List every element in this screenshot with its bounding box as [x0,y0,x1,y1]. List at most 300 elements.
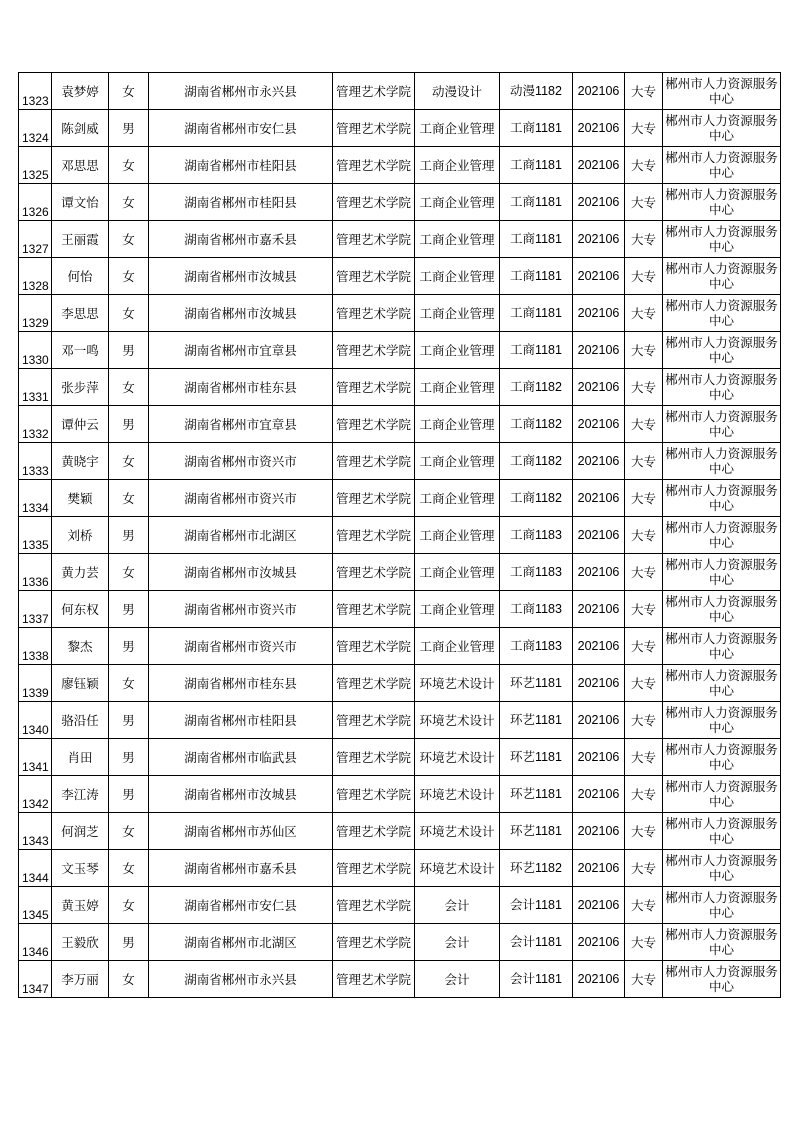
gender: 女 [122,453,135,469]
major-name: 环境艺术设计 [419,675,495,691]
gender-cell [109,924,149,961]
gender: 男 [122,120,135,136]
row-number: 1347 [22,982,49,996]
college-name: 管理艺术学院 [335,749,411,765]
graduation-date: 202106 [577,527,620,542]
origin-region-cell [149,332,333,369]
class-name: 环艺1181 [510,786,562,801]
major-name: 工商企业管理 [419,120,495,136]
graduation-date: 202106 [577,416,620,431]
class-name: 工商1181 [510,231,562,246]
education-level: 大专 [630,453,656,469]
origin-region: 湖南省郴州市宜章县 [184,416,297,432]
major-name-cell [415,887,500,924]
table-row [19,295,781,332]
gender: 男 [122,527,135,543]
major-name-cell [415,184,500,221]
college-name-cell [333,924,415,961]
student-name-cell [52,295,109,332]
education-level: 大专 [630,194,656,210]
class-name-cell [500,184,573,221]
graduation-date-cell [573,332,625,369]
origin-region: 湖南省郴州市北湖区 [184,934,297,950]
archive-unit-cell [663,184,781,221]
class-name: 环艺1181 [510,675,562,690]
row-number-cell [19,739,52,776]
education-level-cell [625,184,663,221]
college-name-cell [333,517,415,554]
education-level: 大专 [630,823,656,839]
class-name-cell [500,406,573,443]
college-name-cell [333,332,415,369]
college-name-cell [333,591,415,628]
college-name: 管理艺术学院 [335,379,411,395]
college-name-cell [333,702,415,739]
gender-cell [109,295,149,332]
archive-unit: 郴州市人力资源服务中心 [665,409,778,439]
class-name: 工商1181 [510,305,562,320]
archive-unit-cell [663,110,781,147]
major-name: 工商企业管理 [419,342,495,358]
class-name-cell [500,813,573,850]
origin-region-cell [149,369,333,406]
row-number: 1339 [22,686,49,700]
major-name-cell [415,73,500,110]
student-name: 何东权 [61,601,99,617]
archive-unit: 郴州市人力资源服务中心 [665,742,778,772]
class-name: 工商1182 [510,490,562,505]
row-number: 1332 [22,427,49,441]
education-level: 大专 [630,786,656,802]
gender-cell [109,517,149,554]
gender-cell [109,369,149,406]
education-level-cell [625,554,663,591]
row-number-cell [19,924,52,961]
origin-region-cell [149,739,333,776]
row-number: 1333 [22,464,49,478]
gender: 男 [122,749,135,765]
origin-region-cell [149,850,333,887]
gender: 女 [122,305,135,321]
class-name-cell [500,924,573,961]
student-name: 张步萍 [61,379,99,395]
college-name-cell [333,628,415,665]
gender-cell [109,406,149,443]
college-name: 管理艺术学院 [335,638,411,654]
education-level-cell [625,591,663,628]
student-name: 文玉琴 [61,860,99,876]
education-level: 大专 [630,268,656,284]
graduation-date-cell [573,517,625,554]
major-name-cell [415,295,500,332]
major-name-cell [415,591,500,628]
origin-region-cell [149,813,333,850]
graduation-date: 202106 [577,379,620,394]
education-level-cell [625,221,663,258]
student-name-cell [52,480,109,517]
archive-unit: 郴州市人力资源服务中心 [665,927,778,957]
row-number: 1335 [22,538,49,552]
archive-unit: 郴州市人力资源服务中心 [665,816,778,846]
college-name: 管理艺术学院 [335,231,411,247]
student-name: 刘桥 [67,527,93,543]
student-name: 邓思思 [61,157,99,173]
origin-region: 湖南省郴州市桂阳县 [184,194,297,210]
major-name: 工商企业管理 [419,379,495,395]
origin-region: 湖南省郴州市桂东县 [184,675,297,691]
class-name-cell [500,887,573,924]
archive-unit-cell [663,776,781,813]
table-row [19,406,781,443]
table-row [19,110,781,147]
graduation-date: 202106 [577,638,620,653]
row-number: 1327 [22,242,49,256]
origin-region-cell [149,480,333,517]
roster-body [19,73,781,998]
archive-unit-cell [663,961,781,998]
graduation-date: 202106 [577,231,620,246]
student-name: 谭仲云 [61,416,99,432]
major-name: 环境艺术设计 [419,786,495,802]
gender: 男 [122,601,135,617]
major-name-cell [415,517,500,554]
education-level-cell [625,295,663,332]
class-name-cell [500,295,573,332]
class-name: 工商1182 [510,453,562,468]
origin-region: 湖南省郴州市嘉禾县 [184,231,297,247]
major-name-cell [415,776,500,813]
class-name: 工商1182 [510,416,562,431]
origin-region: 湖南省郴州市安仁县 [184,897,297,913]
college-name: 管理艺术学院 [335,823,411,839]
education-level-cell [625,517,663,554]
graduation-date: 202106 [577,342,620,357]
origin-region: 湖南省郴州市资兴市 [184,490,297,506]
gender: 女 [122,83,135,99]
origin-region-cell [149,887,333,924]
origin-region: 湖南省郴州市桂阳县 [184,712,297,728]
archive-unit: 郴州市人力资源服务中心 [665,964,778,994]
education-level-cell [625,776,663,813]
graduation-date: 202106 [577,268,620,283]
education-level-cell [625,739,663,776]
graduation-date-cell [573,665,625,702]
origin-region: 湖南省郴州市资兴市 [184,453,297,469]
student-name: 邓一鸣 [61,342,99,358]
graduation-date-cell [573,406,625,443]
row-number: 1337 [22,612,49,626]
row-number: 1329 [22,316,49,330]
archive-unit-cell [663,332,781,369]
college-name-cell [333,258,415,295]
row-number-cell [19,850,52,887]
major-name: 工商企业管理 [419,416,495,432]
graduation-date: 202106 [577,564,620,579]
college-name-cell [333,73,415,110]
graduation-date-cell [573,739,625,776]
origin-region-cell [149,517,333,554]
major-name-cell [415,628,500,665]
gender: 女 [122,860,135,876]
class-name-cell [500,517,573,554]
education-level-cell [625,480,663,517]
education-level: 大专 [630,416,656,432]
origin-region: 湖南省郴州市桂东县 [184,379,297,395]
college-name: 管理艺术学院 [335,601,411,617]
gender-cell [109,480,149,517]
class-name: 工商1181 [510,194,562,209]
major-name-cell [415,480,500,517]
row-number: 1330 [22,353,49,367]
college-name-cell [333,850,415,887]
row-number: 1338 [22,649,49,663]
archive-unit: 郴州市人力资源服务中心 [665,483,778,513]
college-name-cell [333,406,415,443]
gender: 男 [122,342,135,358]
origin-region-cell [149,628,333,665]
education-level: 大专 [630,305,656,321]
graduation-date-cell [573,591,625,628]
archive-unit: 郴州市人力资源服务中心 [665,150,778,180]
row-number: 1342 [22,797,49,811]
row-number-cell [19,776,52,813]
education-level: 大专 [630,675,656,691]
student-name-cell [52,147,109,184]
row-number-cell [19,221,52,258]
student-name-cell [52,332,109,369]
gender: 女 [122,231,135,247]
student-name-cell [52,665,109,702]
origin-region-cell [149,924,333,961]
gender: 女 [122,157,135,173]
origin-region: 湖南省郴州市北湖区 [184,527,297,543]
row-number: 1325 [22,168,49,182]
student-name-cell [52,369,109,406]
row-number: 1345 [22,908,49,922]
major-name-cell [415,332,500,369]
archive-unit: 郴州市人力资源服务中心 [665,335,778,365]
table-row [19,591,781,628]
table-row [19,258,781,295]
origin-region: 湖南省郴州市安仁县 [184,120,297,136]
gender-cell [109,702,149,739]
archive-unit-cell [663,221,781,258]
table-row [19,739,781,776]
row-number-cell [19,73,52,110]
major-name-cell [415,221,500,258]
graduate-roster-table [18,72,781,998]
origin-region: 湖南省郴州市资兴市 [184,638,297,654]
origin-region-cell [149,554,333,591]
graduation-date-cell [573,369,625,406]
row-number-cell [19,332,52,369]
archive-unit-cell [663,924,781,961]
class-name: 环艺1181 [510,823,562,838]
graduation-date: 202106 [577,749,620,764]
college-name-cell [333,221,415,258]
student-name-cell [52,850,109,887]
college-name-cell [333,813,415,850]
gender-cell [109,591,149,628]
student-name-cell [52,443,109,480]
college-name: 管理艺术学院 [335,268,411,284]
student-name-cell [52,110,109,147]
education-level-cell [625,628,663,665]
table-row [19,702,781,739]
major-name-cell [415,739,500,776]
gender-cell [109,739,149,776]
major-name: 工商企业管理 [419,268,495,284]
origin-region-cell [149,443,333,480]
major-name-cell [415,147,500,184]
row-number-cell [19,628,52,665]
education-level: 大专 [630,342,656,358]
student-name-cell [52,184,109,221]
archive-unit-cell [663,739,781,776]
major-name-cell [415,702,500,739]
college-name: 管理艺术学院 [335,934,411,950]
education-level: 大专 [630,157,656,173]
class-name-cell [500,591,573,628]
class-name: 工商1181 [510,342,562,357]
row-number: 1334 [22,501,49,515]
education-level-cell [625,406,663,443]
row-number: 1331 [22,390,49,404]
college-name-cell [333,295,415,332]
gender-cell [109,813,149,850]
table-row [19,628,781,665]
student-name: 黄玉婷 [61,897,99,913]
origin-region: 湖南省郴州市宜章县 [184,342,297,358]
origin-region: 湖南省郴州市嘉禾县 [184,860,297,876]
row-number: 1341 [22,760,49,774]
archive-unit-cell [663,480,781,517]
major-name-cell [415,406,500,443]
major-name-cell [415,665,500,702]
student-name: 陈剑威 [61,120,99,136]
student-name-cell [52,406,109,443]
education-level: 大专 [630,638,656,654]
archive-unit-cell [663,147,781,184]
gender-cell [109,554,149,591]
archive-unit-cell [663,554,781,591]
student-name-cell [52,739,109,776]
education-level: 大专 [630,601,656,617]
row-number: 1324 [22,131,49,145]
graduation-date: 202106 [577,453,620,468]
graduation-date-cell [573,221,625,258]
student-name: 何润芝 [61,823,99,839]
education-level-cell [625,147,663,184]
student-name: 黄力芸 [61,564,99,580]
graduation-date: 202106 [577,934,620,949]
major-name: 工商企业管理 [419,194,495,210]
row-number-cell [19,443,52,480]
row-number-cell [19,961,52,998]
origin-region-cell [149,221,333,258]
college-name-cell [333,480,415,517]
gender: 女 [122,379,135,395]
class-name: 动漫1182 [510,83,562,98]
row-number: 1326 [22,205,49,219]
major-name: 工商企业管理 [419,305,495,321]
gender-cell [109,258,149,295]
student-name: 王丽霞 [61,231,99,247]
row-number-cell [19,406,52,443]
major-name: 环境艺术设计 [419,860,495,876]
archive-unit: 郴州市人力资源服务中心 [665,224,778,254]
graduation-date: 202106 [577,120,620,135]
education-level-cell [625,702,663,739]
table-row [19,776,781,813]
class-name-cell [500,110,573,147]
college-name: 管理艺术学院 [335,786,411,802]
class-name: 工商1183 [510,601,562,616]
graduation-date-cell [573,961,625,998]
class-name: 会计1181 [510,897,562,912]
education-level: 大专 [630,860,656,876]
archive-unit: 郴州市人力资源服务中心 [665,261,778,291]
class-name-cell [500,73,573,110]
origin-region: 湖南省郴州市汝城县 [184,268,297,284]
student-name-cell [52,591,109,628]
row-number-cell [19,480,52,517]
major-name-cell [415,369,500,406]
gender-cell [109,332,149,369]
major-name: 环境艺术设计 [419,823,495,839]
archive-unit: 郴州市人力资源服务中心 [665,705,778,735]
education-level: 大专 [630,712,656,728]
college-name: 管理艺术学院 [335,527,411,543]
education-level: 大专 [630,83,656,99]
college-name: 管理艺术学院 [335,157,411,173]
student-name-cell [52,813,109,850]
row-number-cell [19,813,52,850]
origin-region-cell [149,110,333,147]
origin-region-cell [149,73,333,110]
table-row [19,850,781,887]
row-number: 1344 [22,871,49,885]
archive-unit-cell [663,850,781,887]
major-name-cell [415,924,500,961]
college-name-cell [333,739,415,776]
college-name: 管理艺术学院 [335,194,411,210]
college-name: 管理艺术学院 [335,490,411,506]
graduation-date: 202106 [577,786,620,801]
student-name-cell [52,961,109,998]
college-name: 管理艺术学院 [335,83,411,99]
row-number-cell [19,702,52,739]
row-number-cell [19,887,52,924]
graduation-date-cell [573,184,625,221]
origin-region-cell [149,702,333,739]
major-name: 会计 [444,934,470,950]
major-name-cell [415,110,500,147]
student-name-cell [52,258,109,295]
archive-unit-cell [663,369,781,406]
major-name-cell [415,443,500,480]
gender-cell [109,850,149,887]
class-name: 会计1181 [510,934,562,949]
origin-region-cell [149,406,333,443]
student-name: 黄晓宇 [61,453,99,469]
student-name-cell [52,776,109,813]
college-name-cell [333,443,415,480]
gender-cell [109,147,149,184]
student-name-cell [52,73,109,110]
gender: 女 [122,268,135,284]
education-level-cell [625,665,663,702]
